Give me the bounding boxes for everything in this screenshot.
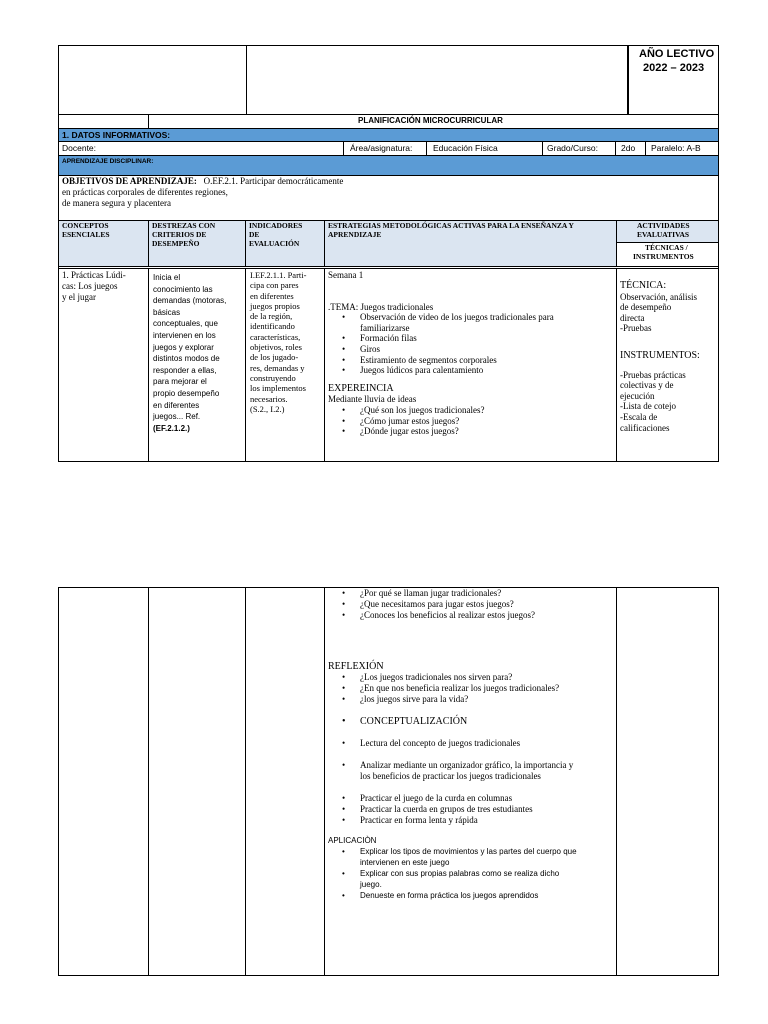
area-value: Educación Física — [433, 143, 498, 153]
row1-actividades — [616, 268, 719, 462]
aplicacion-title: APLICACIÒN — [328, 836, 377, 845]
list-item: • ¿Los juegos tradicionales nos sirven para? — [328, 672, 612, 683]
row1-destrezas — [148, 268, 246, 462]
text-line: cipa con pares — [250, 280, 299, 291]
year-label: AÑO LECTIVO — [639, 48, 715, 60]
p2-destrezas — [148, 587, 246, 976]
destrezas-ref: (EF.2.1.2.) — [153, 423, 190, 433]
area-label-cell — [343, 141, 427, 156]
text-line: colectivas y de — [620, 380, 674, 391]
paralelo-cell — [645, 141, 719, 156]
text-line: de desempeño — [620, 302, 672, 313]
text-line: ejecución — [620, 390, 655, 401]
experiencia-title: EXPEREINCIA — [328, 382, 394, 394]
text-line: -Pruebas — [620, 323, 652, 334]
text-line: de los jugado- — [250, 352, 299, 363]
list-item: • ¿Por qué se llaman jugar tradicionales? — [328, 588, 612, 599]
col-indicadores-1: INDICADORES — [249, 221, 303, 230]
col-header-conceptos — [58, 220, 149, 267]
tema-label: .TEMA: Juegos tradicionales — [328, 301, 434, 312]
list-item: • Explicar con sus propias palabras como se realiza dicho juego. — [328, 868, 612, 890]
docente-label: Docente: — [62, 143, 97, 153]
text-line: construyendo — [250, 372, 296, 383]
col-header-actividades — [616, 220, 719, 243]
text-line: -Escala de — [620, 411, 658, 422]
text-line: conceptuales, que — [153, 319, 218, 329]
page-title: PLANIFICACIÓN MICROCURRICULAR — [358, 116, 503, 125]
col-destrezas-3: DESEMPEÑO — [152, 239, 200, 248]
col-destrezas-2: CRITERIOS DE — [152, 230, 207, 239]
row1-conceptos-text — [62, 270, 126, 303]
reflexion-title: REFLEXIÓN — [328, 661, 384, 672]
text-line: -Pruebas prácticas — [620, 369, 686, 380]
list-item: • Practicar en forma lenta y rápida — [328, 815, 612, 826]
text-line: demandas (motoras, — [153, 296, 227, 306]
objetivos-line-2: en prácticas corporales de diferentes regiones, — [62, 187, 228, 197]
list-item: • Juegos lúdicos para calentamiento — [328, 365, 612, 376]
col-actividades-2: EVALUATIVAS — [637, 230, 690, 239]
p2-list-a — [328, 588, 612, 621]
list-item: • CONCEPTUALIZACIÓN — [328, 716, 612, 727]
conceptualizacion-list — [328, 716, 612, 727]
objetivos-line-3: de manera segura y placentera — [62, 198, 171, 208]
text-line: I.EF.2.1.1. Parti- — [250, 270, 307, 280]
row1-actividades-text — [620, 281, 700, 433]
text-line: -Lista de cotejo — [620, 401, 676, 412]
col-header-indicadores — [245, 220, 325, 267]
area-label: Área/asignatura: — [350, 143, 413, 153]
experiencia-list — [328, 405, 612, 437]
text-line: responder a ellas, — [153, 365, 217, 375]
text-line: conocimiento las — [153, 284, 213, 294]
list-item: • ¿Dónde jugar estos juegos? — [328, 426, 612, 437]
text-line: para mejorar el — [153, 377, 207, 387]
col-destrezas-1: DESTREZAS CON — [152, 221, 216, 230]
docente-cell — [58, 141, 344, 156]
col-estrategias-1: ESTRATEGIAS METODOLÓGICAS ACTIVAS PARA LA ENSEÑANZA Y — [328, 221, 574, 230]
list-item: • ¿los juegos sirve para la vida? — [328, 694, 612, 705]
text-line: propio desempeño — [153, 388, 220, 398]
list-item: • Analizar mediante un organizador gráfico, la importancia y los beneficios de practicar los juegos tradicionales — [328, 760, 612, 782]
text-line: res, demandas y — [250, 362, 305, 373]
list-item: • Explicar los tipos de movimientos y las partes del cuerpo que intervienen en este juego — [328, 846, 612, 868]
text-line: y el jugar — [62, 292, 96, 302]
col-conceptos-1: CONCEPTOS — [62, 221, 109, 230]
institution-cell — [246, 45, 628, 115]
instrumentos-title: INSTRUMENTOS: — [620, 349, 700, 361]
tema-list — [328, 312, 612, 376]
col-tecnicas-2: INSTRUMENTOS — [633, 252, 694, 261]
row1-indicadores — [245, 268, 325, 462]
col-tecnicas-1: TÉCNICAS / — [645, 243, 688, 252]
col-header-tecnicas — [616, 242, 719, 267]
text-line: juegos... Ref. — [153, 412, 201, 422]
p2-estrategias-text — [328, 588, 612, 901]
p2-actividades — [616, 587, 719, 976]
list-item: • Practicar la cuerda en grupos de tres estudiantes — [328, 804, 612, 815]
text-line: (S.2., I.2.) — [250, 403, 285, 414]
list-item: • ¿En que nos beneficia realizar los juegos tradicionales? — [328, 683, 612, 694]
text-line: objetivos, roles — [250, 342, 302, 353]
list-item: • Formación filas — [328, 333, 612, 344]
text-line: 1. Prácticas Lúdi- — [62, 270, 126, 280]
area-value-cell — [426, 141, 543, 156]
row1-indicadores-text — [250, 270, 306, 414]
grado-value: 2do — [621, 143, 636, 153]
p2-indicadores — [245, 587, 325, 976]
list-item: • Observación de video de los juegos tradicionales para familiarizarse — [328, 312, 612, 333]
paralelo-label: Paralelo: A-B — [651, 143, 701, 153]
reflexion-list — [328, 672, 612, 705]
aplicacion-list — [328, 846, 612, 901]
col-header-estrategias — [324, 220, 617, 267]
text-line: juegos y explorar — [153, 342, 214, 352]
lectura-list — [328, 738, 612, 749]
text-line: características, — [250, 331, 301, 342]
semana-label: Semana 1 — [328, 270, 364, 280]
col-conceptos-2: ESENCIALES — [62, 230, 110, 239]
list-item: • Lectura del concepto de juegos tradicionales — [328, 738, 612, 749]
objetivos-label: OBJETIVOS DE APRENDIZAJE: — [62, 176, 197, 186]
objetivos-text-1: O.EF.2.1. Participar democráticamente — [203, 176, 344, 186]
aprendizaje-title: APRENDIZAJE DISCIPLINAR: — [62, 158, 154, 165]
list-item: • Practicar el juego de la curda en columnas — [328, 793, 612, 804]
col-header-destrezas — [148, 220, 246, 267]
row1-estrategias-text — [328, 270, 612, 437]
grado-label-cell — [542, 141, 616, 156]
planning-table-page-1 — [58, 45, 719, 462]
row1-estrategias — [324, 268, 617, 462]
grado-value-cell — [615, 141, 646, 156]
logo-cell — [58, 45, 247, 115]
text-line: en diferentes — [250, 290, 294, 301]
objetivos-cell — [58, 175, 719, 221]
text-line: Observación, análisis — [620, 291, 697, 302]
planning-table-page-2 — [58, 587, 719, 976]
list-item: • ¿Cómo jumar estos juegos? — [328, 416, 612, 427]
analizar-list — [328, 760, 612, 782]
text-line: directa — [620, 312, 645, 323]
year-cell — [628, 45, 719, 115]
datos-section-header — [58, 128, 719, 142]
text-line: calificaciones — [620, 422, 670, 433]
text-line: intervienen en los — [153, 330, 216, 340]
col-actividades-1: ACTIVIDADES — [637, 221, 690, 230]
grado-label: Grado/Curso: — [547, 143, 599, 153]
objetivos-line-1 — [62, 176, 343, 186]
text-line: básicas — [153, 307, 181, 317]
text-line: necesarios. — [250, 393, 288, 404]
text-line: de la región, — [250, 311, 293, 322]
aprendizaje-header — [58, 155, 719, 169]
list-item: • ¿Qué son los juegos tradicionales? — [328, 405, 612, 416]
text-line: Inicia el — [153, 273, 181, 282]
list-item: • ¿Conoces los beneficios al realizar estos juegos? — [328, 610, 612, 621]
practicar-list — [328, 793, 612, 826]
year-value: 2022 – 2023 — [643, 62, 705, 74]
list-item: • ¿Que necesitamos para jugar estos juegos? — [328, 599, 612, 610]
list-item: • Giros — [328, 344, 612, 355]
p2-conceptos — [58, 587, 149, 976]
col-indicadores-2: DE — [249, 230, 260, 239]
text-line: en diferentes — [153, 400, 200, 410]
text-line: identificando — [250, 321, 295, 332]
text-line: cas: Los juegos — [62, 281, 118, 291]
col-indicadores-3: EVALUACIÓN — [249, 239, 300, 248]
p2-estrategias — [324, 587, 617, 976]
list-item: • Denueste en forma práctica los juegos aprendidos — [328, 890, 612, 901]
text-line: distintos modos de — [153, 354, 220, 364]
text-line: juegos propios — [250, 300, 300, 311]
row1-conceptos — [58, 268, 149, 462]
text-line: los implementos — [250, 383, 306, 394]
row1-destrezas-text — [153, 272, 226, 434]
experiencia-sub: Mediante lluvia de ideas — [328, 394, 417, 405]
tecnica-title: TÉCNICA: — [620, 280, 667, 291]
col-estrategias-2: APRENDIZAJE — [328, 230, 382, 239]
title-left-divider — [148, 114, 149, 129]
datos-section-title: 1. DATOS INFORMATIVOS: — [62, 130, 171, 140]
list-item: • Estiramiento de segmentos corporales — [328, 355, 612, 366]
